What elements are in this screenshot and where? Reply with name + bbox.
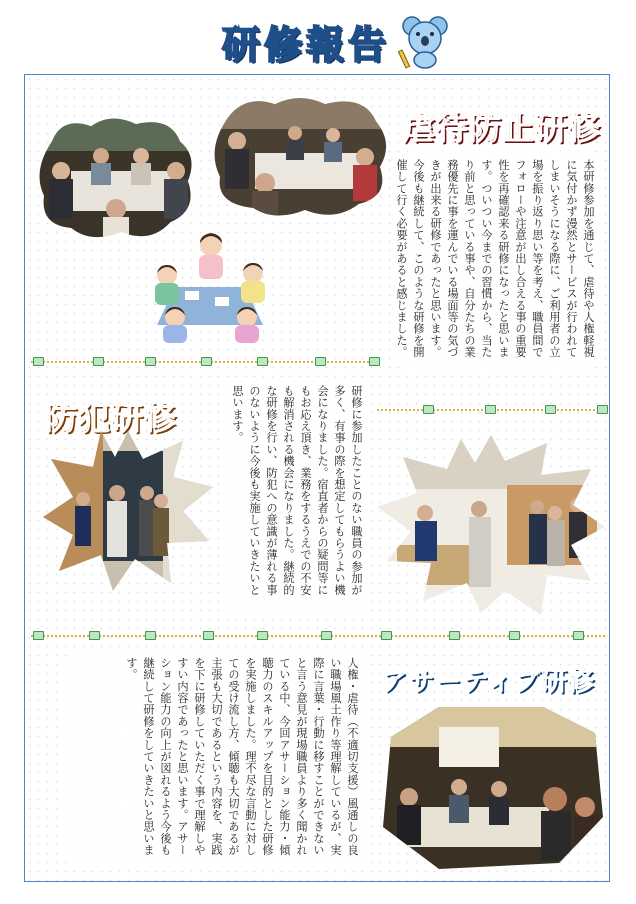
book-icon: [545, 405, 556, 414]
book-icon: [449, 631, 460, 640]
meeting-illustration: [145, 225, 275, 343]
koala-pencil-icon: [398, 10, 452, 70]
book-icon: [315, 357, 326, 366]
page-header: [0, 8, 636, 67]
assertive-training-title: アサーティブ研修: [381, 667, 595, 697]
book-icon: [89, 631, 100, 640]
abuse-prevention-title: 虐待防止研修: [403, 109, 602, 147]
book-icon: [485, 405, 496, 414]
report-frame: [24, 74, 610, 882]
assertive-training-body: 人権・虐待（不適切支援）風通しの良い職場風土作り等理解しているが、実際に言葉・行動に移すことができないと言う意見が現場職員より多く聞かれている中、今回アサーション能力・傾聴力のスキルアップを目的とした研修を実施しました。理不尽な言動に対しての受け流し方、傾聴も大切であるが主張も大切であるという内容を、実践を下に研修していただく事で理解しやすい内容であったと思います。アサーション能力の向上が図れるよう今後も継続して研修をしていきたいと思います。: [65, 649, 367, 871]
book-icon: [145, 631, 156, 640]
page-title: 研修報告: [222, 23, 391, 67]
crime-training-photo-right: [377, 435, 605, 615]
book-icon: [321, 631, 332, 640]
book-icon: [203, 631, 214, 640]
book-icon: [369, 357, 380, 366]
book-icon: [423, 405, 434, 414]
abuse-prevention-body: 本研修参加を通じて、虐待や人権軽視に気付かず漫然とサービスが行われてしまいそうになる際に、ご利用者の立場を振り返り思い等を考え、職員間でフォローや注意が出し合える事の重要性を再確認来る研修になったと思います。ついつい今までの習慣から、当たり前と思っている事や、自分たちの業務優先に事を運んでいる場面等の気づきが出来る研修であったと思います。今後も継続して、このような研修を開催して行く必要があると感じました。: [393, 151, 603, 369]
book-icon: [597, 405, 608, 414]
crime-prevention-body: 研修に参加したことのない職員の参加が多く、有事の際を想定してもらうよい機会になりました。宿直者からの疑問等にもお応え頂き、業務をするうえでの不安も解消される機会になりました。継続的な研修を行い、防犯への意識が薄れる事のないように今後も実施していきたいと思います。: [221, 377, 371, 615]
book-icon: [509, 631, 520, 640]
book-icon: [93, 357, 104, 366]
book-icon: [33, 357, 44, 366]
book-icon: [33, 631, 44, 640]
book-icon: [257, 631, 268, 640]
book-icon: [145, 357, 156, 366]
book-icon: [201, 357, 212, 366]
book-icon: [381, 631, 392, 640]
abuse-training-photo-right: [205, 93, 393, 221]
book-icon: [573, 631, 584, 640]
crime-training-photo-left: [43, 431, 213, 591]
book-icon: [257, 357, 268, 366]
assertive-training-photo: [379, 707, 603, 869]
crime-prevention-title: 防犯研修: [45, 399, 178, 437]
